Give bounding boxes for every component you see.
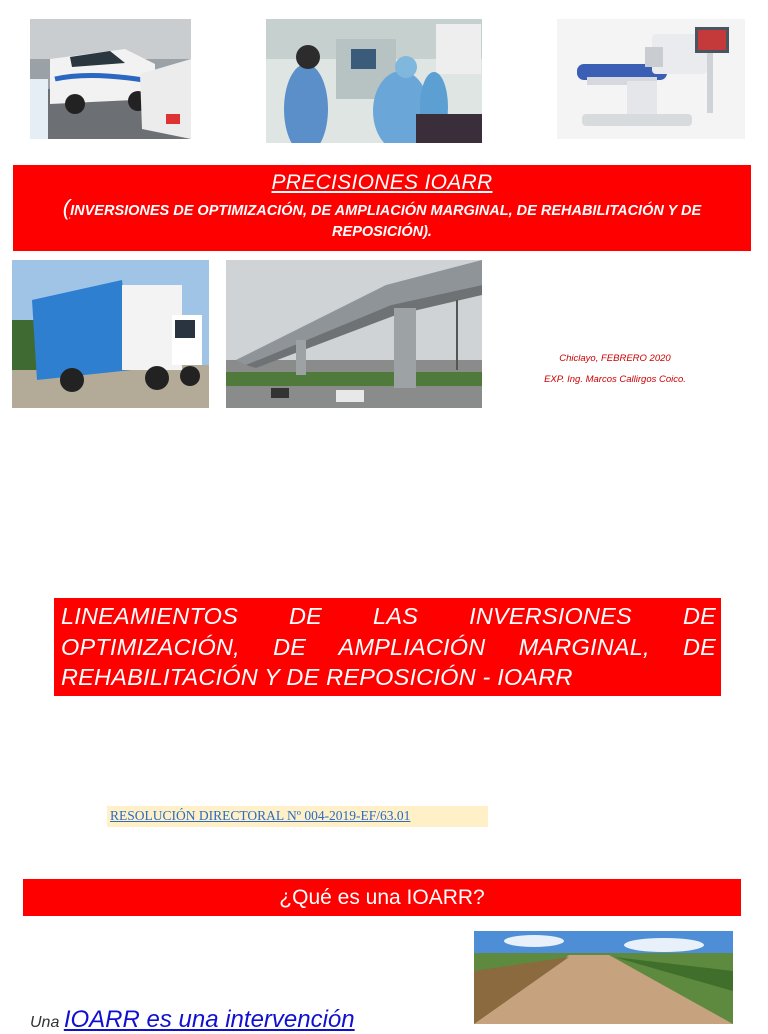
definition-lead: Una xyxy=(30,1014,60,1031)
subtitle-text: INVERSIONES DE OPTIMIZACIÓN, DE AMPLIACIÓN MARGINAL, DE REHABILITACIÓN Y DE REPOSICIÓN). xyxy=(70,203,702,240)
resolution-link[interactable]: RESOLUCIÓN DIRECTORAL Nº 004-2019-EF/63.01 xyxy=(110,808,411,823)
credits-block xyxy=(520,348,710,390)
author-name: EXP. Ing. Marcos Callirgos Coico. xyxy=(544,374,686,385)
question-title: ¿Qué es una IOARR? xyxy=(279,886,485,909)
definition-body: IOARR es una intervención xyxy=(63,1006,355,1033)
subtitle-open-paren: ( xyxy=(62,195,71,220)
question-banner xyxy=(23,879,741,916)
title-banner xyxy=(13,165,751,251)
guidelines-text: LINEAMIENTOS DE LAS INVERSIONES DE OPTIMIZACIÓN, DE AMPLIACIÓN MARGINAL, DE REHABILITACIÓN Y DE REPOSICIÓN - IOARR xyxy=(61,603,716,690)
photo-patrol-vehicles xyxy=(30,19,191,139)
photo-elevated-highway xyxy=(226,260,482,408)
resolution-highlight xyxy=(107,806,488,827)
photo-hospital-staff xyxy=(266,19,482,143)
document-title: PRECISIONES IOARR xyxy=(271,171,493,194)
place-date: Chiclayo, FEBRERO 2020 xyxy=(559,353,671,364)
photo-medical-equipment xyxy=(557,19,745,139)
guidelines-banner xyxy=(54,598,721,696)
photo-garbage-truck xyxy=(12,260,209,408)
photo-dirt-road xyxy=(474,931,733,1024)
document-subtitle xyxy=(13,197,751,243)
definition-text xyxy=(30,1006,355,1034)
